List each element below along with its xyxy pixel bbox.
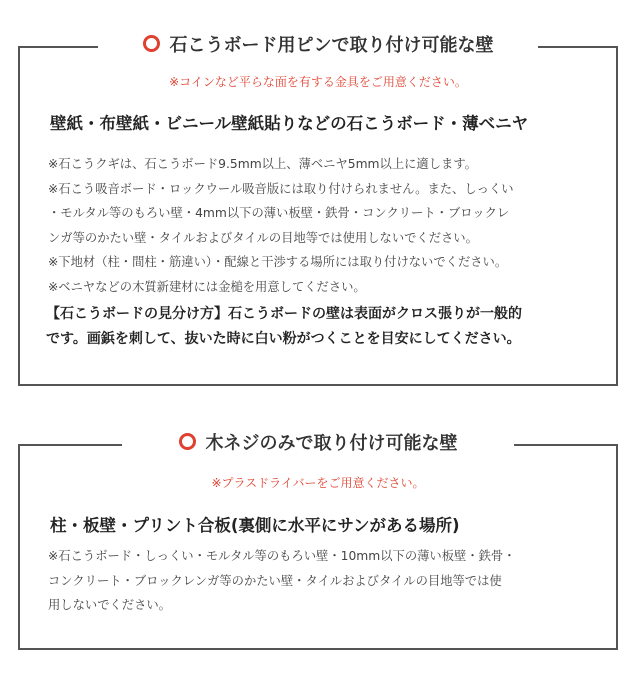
caution-line: ※石こう吸音ボード・ロックウール吸音版には取り付けられません。また、しっくい xyxy=(48,181,514,196)
tool-note: ※コインなど平らな面を有する金具をご用意ください。 xyxy=(169,75,467,89)
caution-line: コンクリート・ブロックレンガ等のかたい壁・タイルおよびタイルの目地等では使 xyxy=(48,573,502,588)
circle-mark-icon xyxy=(143,35,160,52)
caution-line: ※下地材（柱・間柱・筋違い）・配線と干渉する場所には取り付けないでください。 xyxy=(48,255,508,269)
wall-type-subtitle: 壁紙・布壁紙・ビニール壁紙貼りなどの石こうボード・薄ベニヤ xyxy=(50,114,529,133)
identification-tip xyxy=(20,302,616,352)
section-heading xyxy=(20,34,616,58)
tip-line: です。画鋲を刺して、抜いた時に白い粉がつくことを目安にしてください。 xyxy=(46,331,521,347)
section-heading-text: 木ネジのみで取り付け可能な壁 xyxy=(205,433,458,454)
section-gypsum-pin xyxy=(18,35,618,386)
tool-note: ※プラスドライバーをご用意ください。 xyxy=(211,476,425,490)
caution-line: 用しないでください。 xyxy=(48,598,171,612)
section-wood-screw xyxy=(18,433,618,650)
caution-text xyxy=(20,152,616,299)
caution-line: ※石こうボード・しっくい・モルタル等のもろい壁・10mm以下の薄い板壁・鉄骨・ xyxy=(48,549,516,563)
caution-line: ンガ等のかたい壁・タイルおよびタイルの目地等では使用しないでください。 xyxy=(48,230,478,245)
section-heading xyxy=(20,432,616,456)
caution-line: ※石こうクギは、石こうボード9.5mm以上、薄ベニヤ5mm以上に適します。 xyxy=(48,157,477,171)
caution-line: ・モルタル等のもろい壁・4mm以下の薄い板壁・鉄骨・コンクリート・ブロックレ xyxy=(48,206,510,220)
circle-mark-icon xyxy=(179,433,196,450)
section-heading-text: 石こうボード用ピンで取り付け可能な壁 xyxy=(169,35,494,56)
caution-line: ※ベニヤなどの木質新建材には金槌を用意してください。 xyxy=(48,279,366,294)
wall-type-subtitle: 柱・板壁・プリント合板(裏側に水平にサンがある場所) xyxy=(50,516,460,535)
caution-text xyxy=(20,544,616,618)
tip-line: 【石こうボードの見分け方】石こうボードの壁は表面がクロス張りが一般的 xyxy=(46,306,522,322)
